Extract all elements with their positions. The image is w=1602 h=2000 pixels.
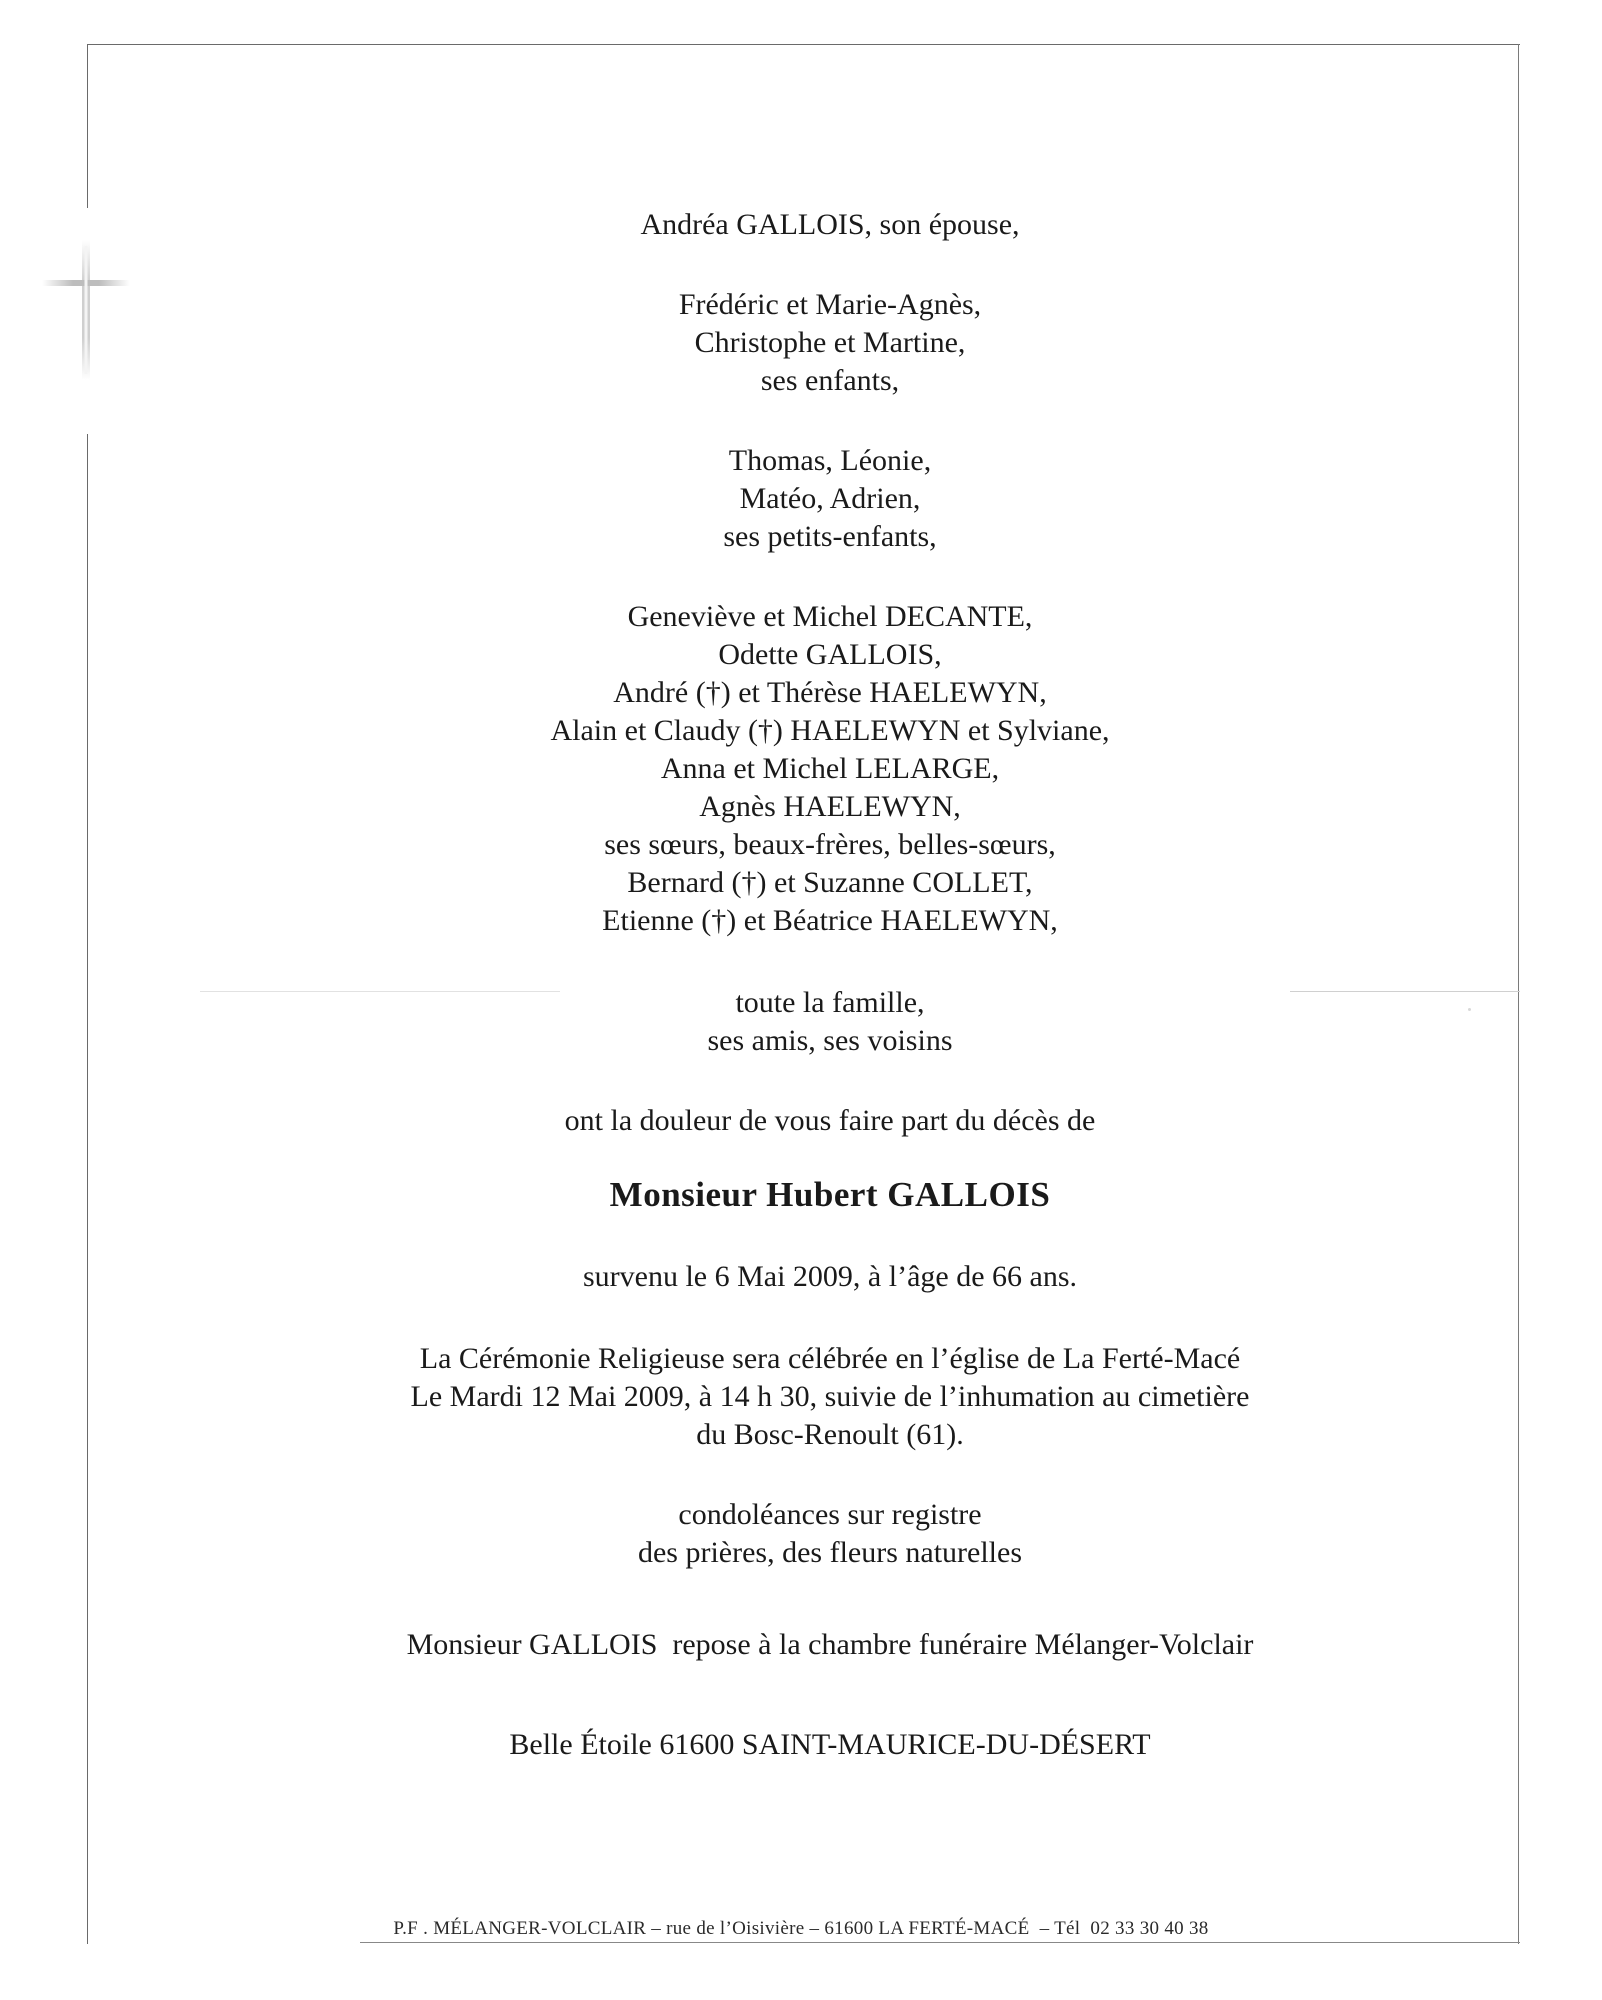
siblings-label: ses sœurs, beaux-frères, belles-sœurs, bbox=[604, 828, 1056, 861]
condolences-line: des prières, des fleurs naturelles bbox=[637, 1536, 1023, 1569]
children-line: Christophe et Martine, bbox=[694, 326, 966, 359]
frame-left-line-upper bbox=[87, 44, 88, 208]
death-info: survenu le 6 Mai 2009, à l’âge de 66 ans. bbox=[582, 1260, 1078, 1293]
deceased-name: Monsieur Hubert GALLOIS bbox=[609, 1175, 1051, 1214]
condolences-line: condoléances sur registre bbox=[678, 1498, 982, 1531]
sibling-line: Agnès HAELEWYN, bbox=[699, 790, 961, 823]
sibling-line: Bernard (†) et Suzanne COLLET, bbox=[627, 866, 1033, 899]
children-line: Frédéric et Marie-Agnès, bbox=[678, 288, 982, 321]
announcement-text bbox=[120, 0, 1540, 1764]
family-line: toute la famille, bbox=[735, 986, 925, 1019]
sibling-line: Geneviève et Michel DECANTE, bbox=[627, 600, 1033, 633]
children-label: ses enfants, bbox=[760, 364, 900, 397]
address-line: Belle Étoile 61600 SAINT-MAURICE-DU-DÉSERT bbox=[509, 1728, 1151, 1761]
ceremony-line: La Cérémonie Religieuse sera célébrée en l’église de La Ferté-Macé bbox=[419, 1342, 1241, 1375]
funeral-home-footer: P.F . MÉLANGER-VOLCLAIR – rue de l’Oisivière – 61600 LA FERTÉ-MACÉ – Tél 02 33 30 40 38 bbox=[393, 1918, 1209, 1939]
friends-line: ses amis, ses voisins bbox=[707, 1024, 953, 1057]
announcement-line: ont la douleur de vous faire part du décès de bbox=[564, 1104, 1096, 1137]
sibling-line: Odette GALLOIS, bbox=[718, 638, 942, 671]
ceremony-line: du Bosc-Renoult (61). bbox=[696, 1418, 964, 1451]
sibling-line: Etienne (†) et Béatrice HAELEWYN, bbox=[602, 904, 1058, 937]
grandchildren-line: Thomas, Léonie, bbox=[728, 444, 932, 477]
sibling-line: Alain et Claudy (†) HAELEWYN et Sylviane, bbox=[550, 714, 1110, 747]
frame-bottom-line bbox=[360, 1942, 1520, 1943]
sibling-line: Anna et Michel LELARGE, bbox=[660, 752, 1000, 785]
frame-left-line-lower bbox=[87, 434, 88, 1944]
grandchildren-label: ses petits-enfants, bbox=[723, 520, 937, 553]
sibling-line: André (†) et Thérèse HAELEWYN, bbox=[613, 676, 1047, 709]
ceremony-line: Le Mardi 12 Mai 2009, à 14 h 30, suivie de l’inhumation au cimetière bbox=[410, 1380, 1250, 1413]
spouse-line: Andréa GALLOIS, son épouse, bbox=[640, 208, 1020, 241]
grandchildren-line: Matéo, Adrien, bbox=[739, 482, 921, 515]
rest-place-line: Monsieur GALLOIS repose à la chambre funéraire Mélanger-Volclair bbox=[406, 1628, 1254, 1661]
